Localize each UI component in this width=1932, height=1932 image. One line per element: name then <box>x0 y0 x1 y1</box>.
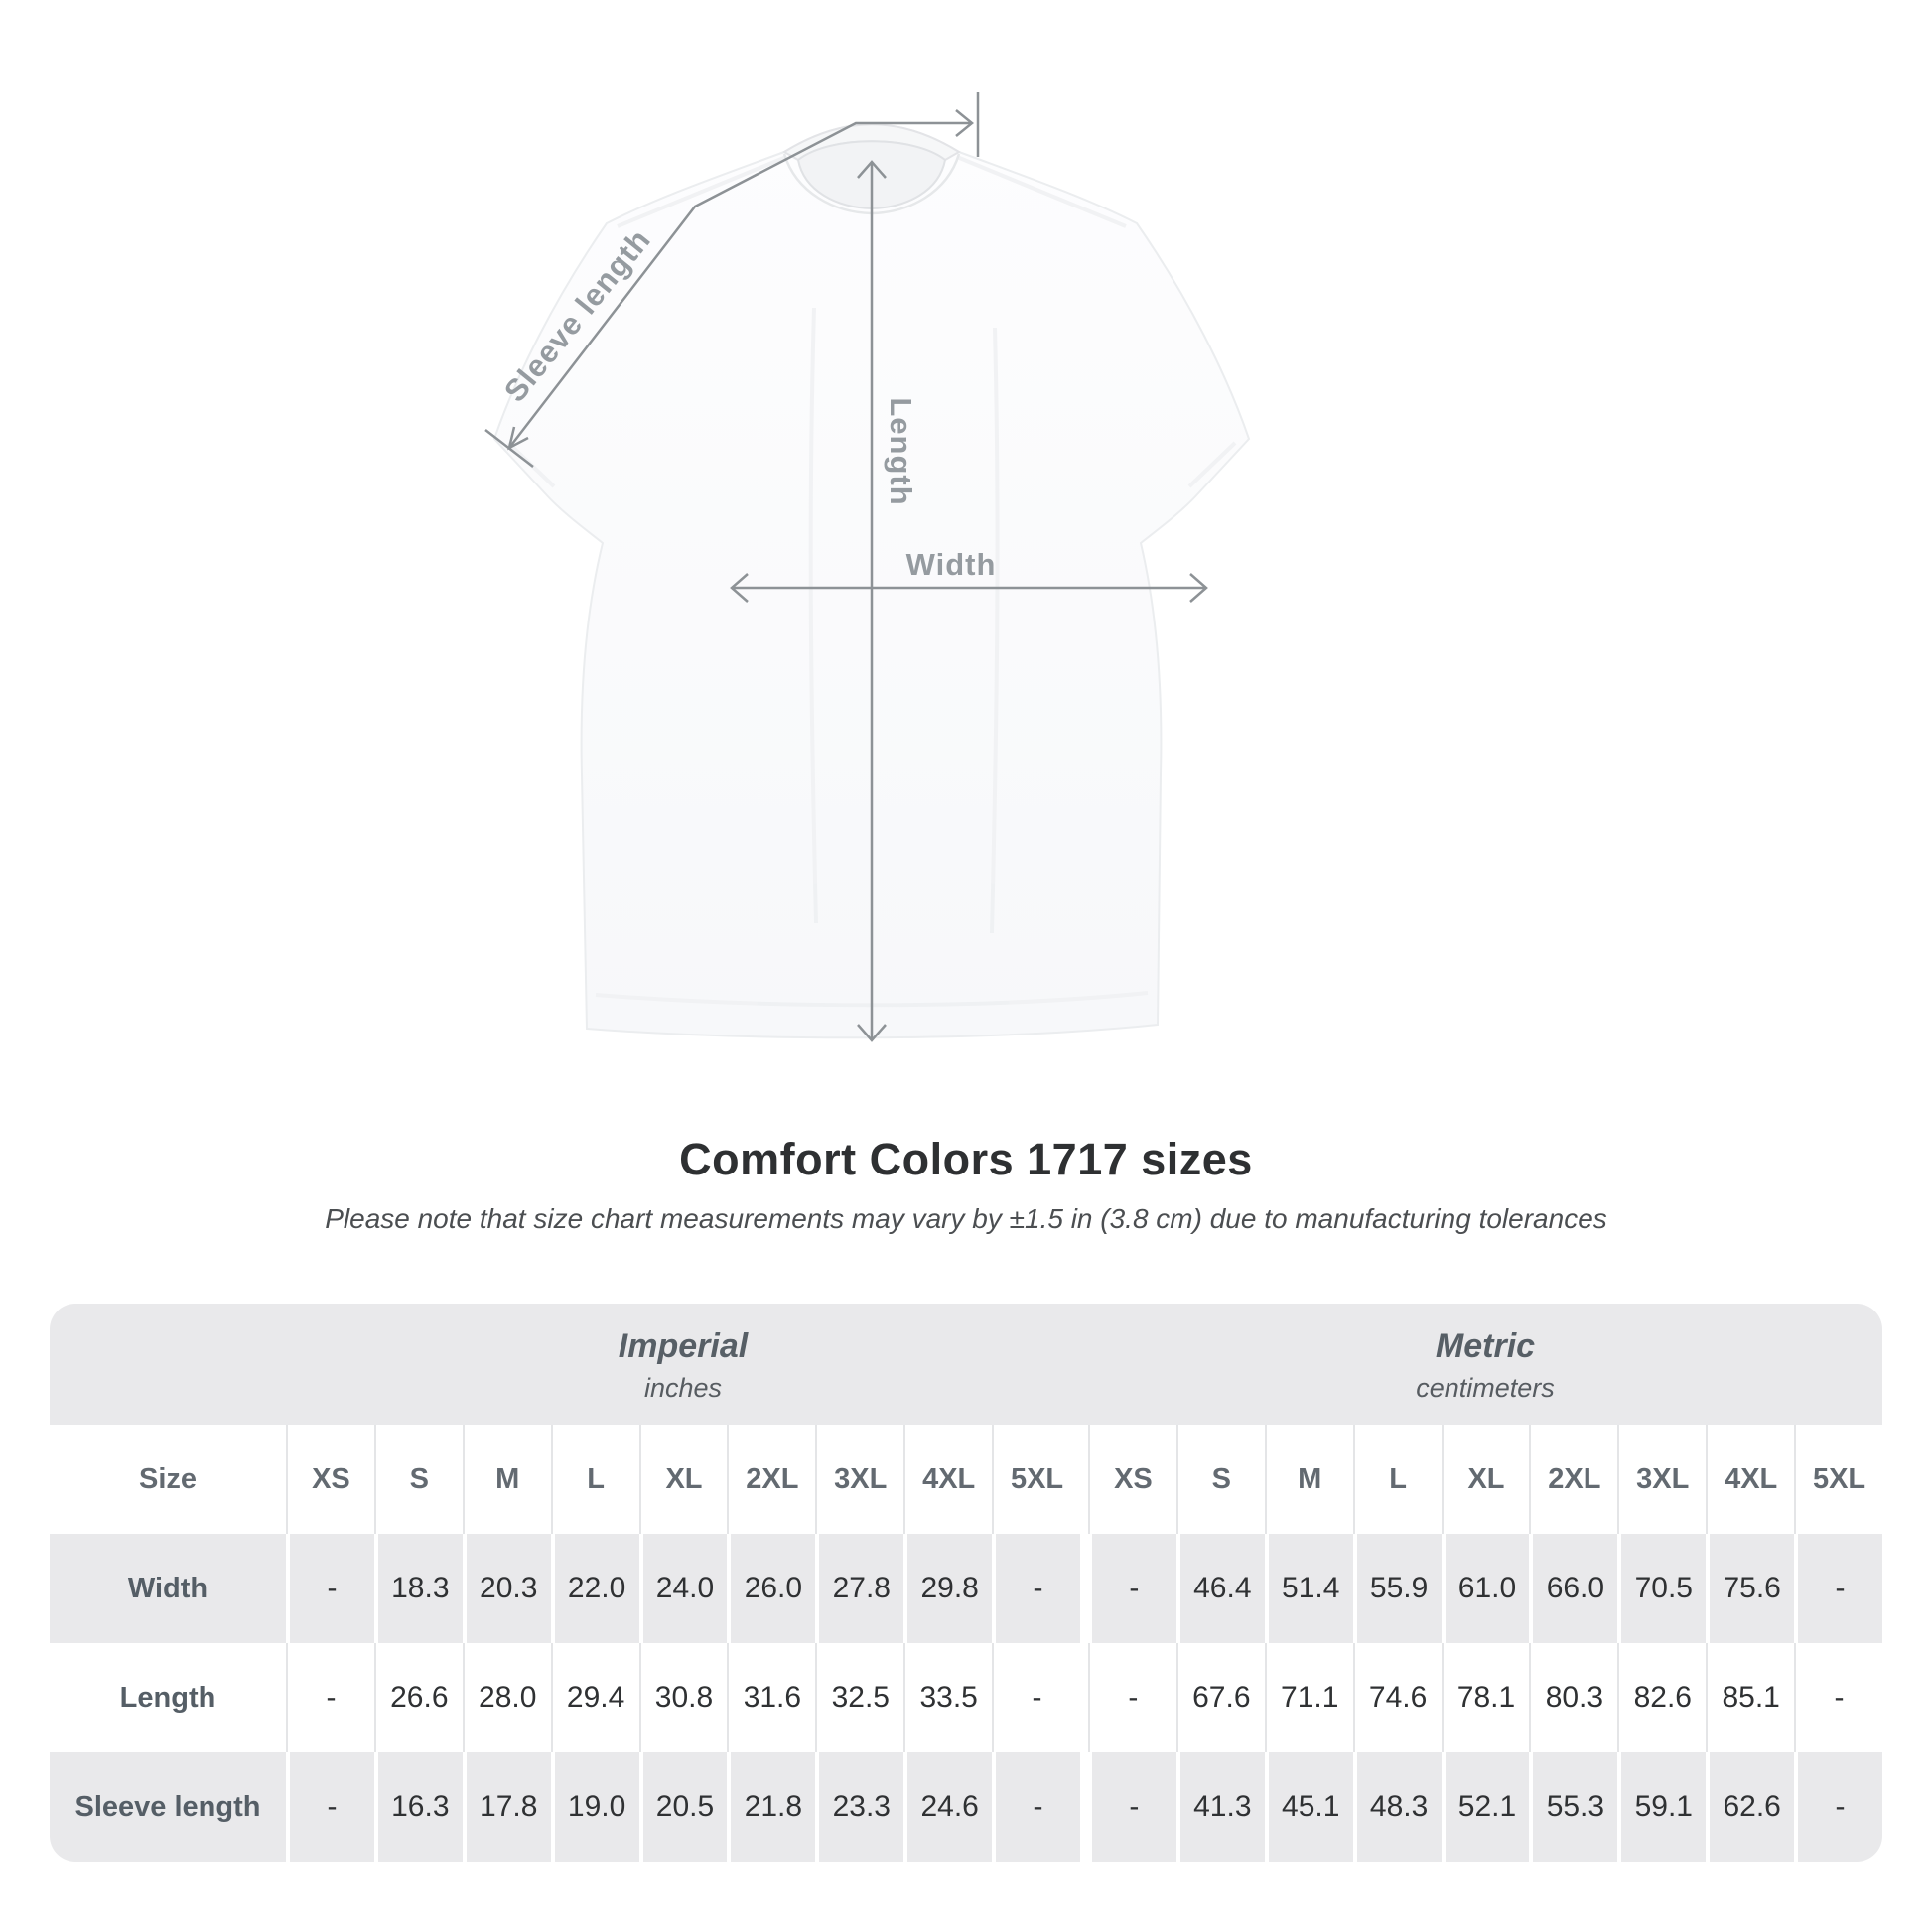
group-gap <box>1080 1534 1088 1643</box>
value-cell: 20.3 <box>463 1534 551 1643</box>
value-cell: - <box>286 1534 374 1643</box>
value-cell: 55.9 <box>1353 1534 1442 1643</box>
size-header-cell: 5XL <box>1794 1425 1882 1534</box>
value-cell: 24.6 <box>903 1752 992 1862</box>
size-header-cell: 2XL <box>1529 1425 1617 1534</box>
value-cell: 28.0 <box>463 1643 551 1752</box>
value-cell: 48.3 <box>1353 1752 1442 1862</box>
value-cell: 67.6 <box>1176 1643 1265 1752</box>
value-cell: 55.3 <box>1529 1752 1617 1862</box>
size-header-cell: 5XL <box>992 1425 1080 1534</box>
value-cell: - <box>992 1752 1080 1862</box>
group-unit-metric: centimeters <box>1416 1372 1555 1403</box>
value-cell: 20.5 <box>639 1752 728 1862</box>
size-header-cell: 3XL <box>1617 1425 1706 1534</box>
value-cell: 61.0 <box>1442 1534 1530 1643</box>
size-header-cell: S <box>1176 1425 1265 1534</box>
value-cell: - <box>286 1643 374 1752</box>
value-cell: 78.1 <box>1442 1643 1530 1752</box>
value-cell: - <box>1794 1643 1882 1752</box>
group-name-metric: Metric <box>1435 1326 1536 1365</box>
size-table <box>50 1304 1882 1862</box>
group-gap <box>1080 1752 1088 1862</box>
value-cell: 46.4 <box>1176 1534 1265 1643</box>
value-cell: 32.5 <box>815 1643 903 1752</box>
value-cell: - <box>1794 1752 1882 1862</box>
value-cell: - <box>992 1534 1080 1643</box>
sleeve-length-label: Sleeve length <box>497 221 658 409</box>
size-header-cell: XS <box>1088 1425 1176 1534</box>
table-row-width <box>50 1534 1882 1643</box>
value-cell: 33.5 <box>903 1643 992 1752</box>
value-cell: 45.1 <box>1265 1752 1353 1862</box>
value-cell: 59.1 <box>1617 1752 1706 1862</box>
row-label-length: Length <box>119 1681 216 1714</box>
value-cell: 23.3 <box>815 1752 903 1862</box>
value-cell: 29.4 <box>551 1643 639 1752</box>
value-cell: 17.8 <box>463 1752 551 1862</box>
value-cell: 82.6 <box>1617 1643 1706 1752</box>
value-cell: 19.0 <box>551 1752 639 1862</box>
value-cell: 70.5 <box>1617 1534 1706 1643</box>
unit-group-imperial <box>286 1304 1080 1425</box>
size-header-cell: M <box>1265 1425 1353 1534</box>
size-header-cell: XL <box>639 1425 728 1534</box>
size-header-row <box>50 1425 1882 1534</box>
value-cell: - <box>286 1752 374 1862</box>
value-cell: 30.8 <box>639 1643 728 1752</box>
size-header-cell: 2XL <box>727 1425 815 1534</box>
value-cell: 85.1 <box>1706 1643 1794 1752</box>
size-header-cell: 3XL <box>815 1425 903 1534</box>
size-header-cell: L <box>1353 1425 1442 1534</box>
value-cell: 29.8 <box>903 1534 992 1643</box>
unit-group-metric <box>1088 1304 1882 1425</box>
value-cell: 62.6 <box>1706 1752 1794 1862</box>
value-cell: 75.6 <box>1706 1534 1794 1643</box>
value-cell: 52.1 <box>1442 1752 1530 1862</box>
row-label-width: Width <box>50 1534 286 1643</box>
table-row-length <box>50 1643 1882 1752</box>
tolerance-note: Please note that size chart measurements may vary by ±1.5 in (3.8 cm) due to manufacturing tolerances <box>325 1203 1607 1234</box>
unit-group-row <box>50 1304 1882 1425</box>
group-unit-imperial: inches <box>643 1372 723 1403</box>
group-name-imperial: Imperial <box>618 1326 749 1365</box>
value-cell: 26.6 <box>374 1643 463 1752</box>
row-label-sleeve-length: Sleeve length <box>50 1752 286 1862</box>
size-header-cell: L <box>551 1425 639 1534</box>
value-cell: - <box>1794 1534 1882 1643</box>
length-label: Length <box>884 397 918 506</box>
value-cell: - <box>1088 1534 1176 1643</box>
value-cell: - <box>1088 1752 1176 1862</box>
value-cell: 80.3 <box>1529 1643 1617 1752</box>
group-gap <box>1080 1425 1088 1534</box>
page-title: Comfort Colors 1717 sizes <box>679 1134 1253 1184</box>
value-cell: 31.6 <box>727 1643 815 1752</box>
value-cell: - <box>992 1643 1080 1752</box>
value-cell: 71.1 <box>1265 1643 1353 1752</box>
width-label: Width <box>905 547 997 582</box>
value-cell: 27.8 <box>815 1534 903 1643</box>
size-header-cell: XL <box>1442 1425 1530 1534</box>
size-header-cell: 4XL <box>1706 1425 1794 1534</box>
size-header-cell: 4XL <box>903 1425 992 1534</box>
size-header-cell: XS <box>286 1425 374 1534</box>
group-gap <box>1080 1643 1088 1752</box>
value-cell: 66.0 <box>1529 1534 1617 1643</box>
size-header-cell: S <box>374 1425 463 1534</box>
value-cell: 21.8 <box>727 1752 815 1862</box>
value-cell: 22.0 <box>551 1534 639 1643</box>
table-row-sleeve-length <box>50 1752 1882 1862</box>
size-header-cell: M <box>463 1425 551 1534</box>
value-cell: 16.3 <box>374 1752 463 1862</box>
size-column-header: Size <box>138 1462 198 1495</box>
value-cell: 41.3 <box>1176 1752 1265 1862</box>
value-cell: 18.3 <box>374 1534 463 1643</box>
value-cell: 51.4 <box>1265 1534 1353 1643</box>
value-cell: 26.0 <box>727 1534 815 1643</box>
value-cell: 24.0 <box>639 1534 728 1643</box>
value-cell: 74.6 <box>1353 1643 1442 1752</box>
value-cell: - <box>1088 1643 1176 1752</box>
